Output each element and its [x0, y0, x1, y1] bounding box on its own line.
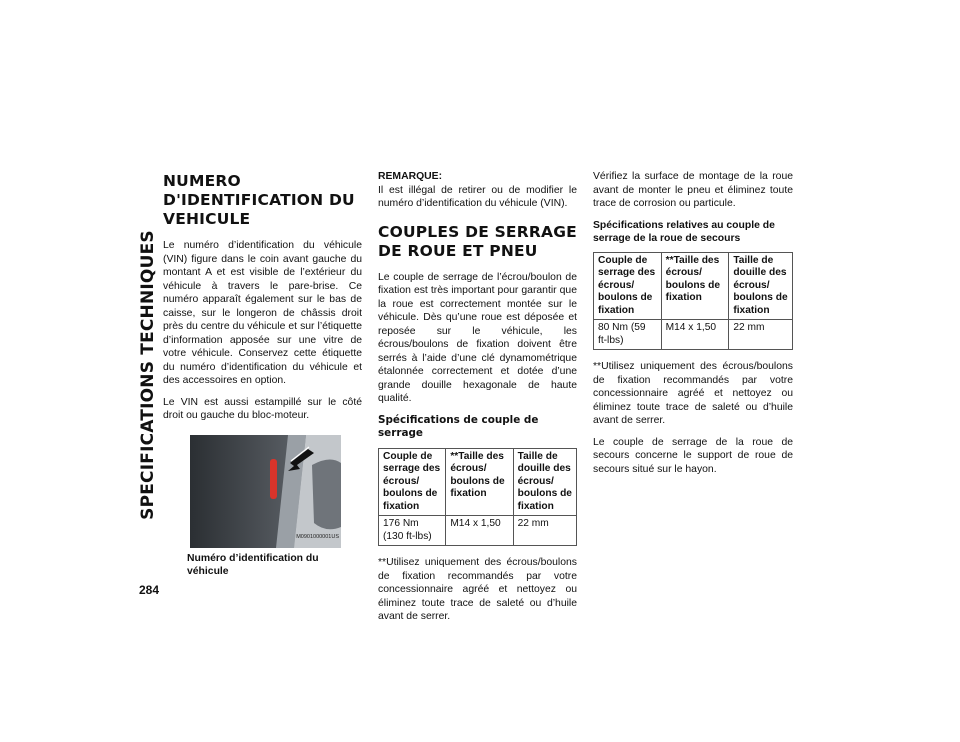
- table-header: Couple de serrage des écrous/ boulons de fixation: [379, 448, 446, 516]
- vin-paragraph-1: Le numéro d’identification du véhicule (VIN) figure dans le coin avant gauche du montant A et est visible de l’extérieur du véhicule à travers le pare-brise. Ce numéro apparaît également sur le bas de caisse, sur le longeron de châssis droit près du centre du véhicule et sur l’étiquette d’information apposée sur une vitre de votre véhicule. Conservez cette étiquette du numéro d’identification du véhicule et des accessoires en option.: [163, 240, 362, 386]
- vin-heading: NUMERO D'IDENTIFICATION DU VEHICULE: [163, 172, 355, 228]
- table-cell: 22 mm: [729, 320, 793, 350]
- spare-last-paragraph: Le couple de serrage de la roue de secours concerne le support de roue de secours situé sur le hayon.: [593, 436, 793, 475]
- torque-heading: COUPLES DE SERRAGE DE ROUE ET PNEU: [378, 222, 577, 260]
- vin-paragraph-2: Le VIN est aussi estampillé sur le côté droit ou gauche du bloc-moteur.: [163, 396, 362, 421]
- table-header: Couple de serrage des écrous/ boulons de fixation: [594, 252, 662, 320]
- table-cell: M14 x 1,50: [661, 320, 729, 350]
- table-header: **Taille des écrous/ boulons de fixation: [446, 448, 513, 516]
- spare-intro: Vérifiez la surface de montage de la roue avant de monter le pneu et éliminez toute trace de corrosion ou particule.: [593, 171, 793, 209]
- table-row: [379, 516, 577, 546]
- spare-torque-table: [593, 252, 793, 351]
- column-vin: [163, 170, 362, 579]
- vin-location-photo: [190, 435, 341, 548]
- table-cell: 22 mm: [513, 516, 576, 546]
- table-cell: 176 Nm (130 ft-lbs): [379, 516, 446, 546]
- table-header: **Taille des écrous/ boulons de fixation: [661, 252, 729, 320]
- note-text: Il est illégal de retirer ou de modifier le numéro d’identification du véhicule (VIN).: [378, 184, 577, 209]
- column-torque: [378, 170, 577, 632]
- photo-caption: Numéro d’identification du véhicule: [187, 552, 319, 577]
- torque-footnote: **Utilisez uniquement des écrous/boulons de fixation recommandés par votre concessionnaire agréé et nettoyez ou éliminez toute trace de saleté ou d’huile avant de serrer.: [378, 557, 577, 622]
- sidebar-section-title: SPECIFICATIONS TECHNIQUES: [138, 230, 158, 520]
- page-number: 284: [139, 583, 160, 597]
- table-row: [594, 320, 793, 350]
- spare-footnote: **Utilisez uniquement des écrous/boulons de fixation recommandés par votre concessionnaire agréé et nettoyez ou éliminez toute trace de saleté ou d’huile avant de serrer.: [593, 361, 793, 426]
- table-header-row: [379, 448, 577, 516]
- spare-table-heading: Spécifications relatives au couple de serrage de la roue de secours: [593, 219, 775, 244]
- table-cell: M14 x 1,50: [446, 516, 513, 546]
- torque-table-heading: Spécifications de couple de serrage: [378, 413, 539, 439]
- image-code: M0901000001US: [296, 534, 339, 540]
- torque-table: [378, 448, 577, 547]
- torque-paragraph: Le couple de serrage de l’écrou/boulon de fixation est très important pour garantir que la roue est correctement montée sur le véhicule. Dès qu’une roue est déposée et reposée sur le véhicule, les écrous/boulons de fixation doivent être serrés à l’aide d’une clé dynamométrique étalonnée correctement et dotée d’une grande douille hexagonale de haute qualité.: [378, 271, 577, 404]
- note-label: REMARQUE:: [378, 171, 443, 182]
- table-header: Taille de douille des écrous/ boulons de fixation: [513, 448, 576, 516]
- table-header: Taille de douille des écrous/ boulons de fixation: [729, 252, 793, 320]
- table-cell: 80 Nm (59 ft-lbs): [594, 320, 662, 350]
- table-header-row: [594, 252, 793, 320]
- column-spare: [593, 170, 793, 484]
